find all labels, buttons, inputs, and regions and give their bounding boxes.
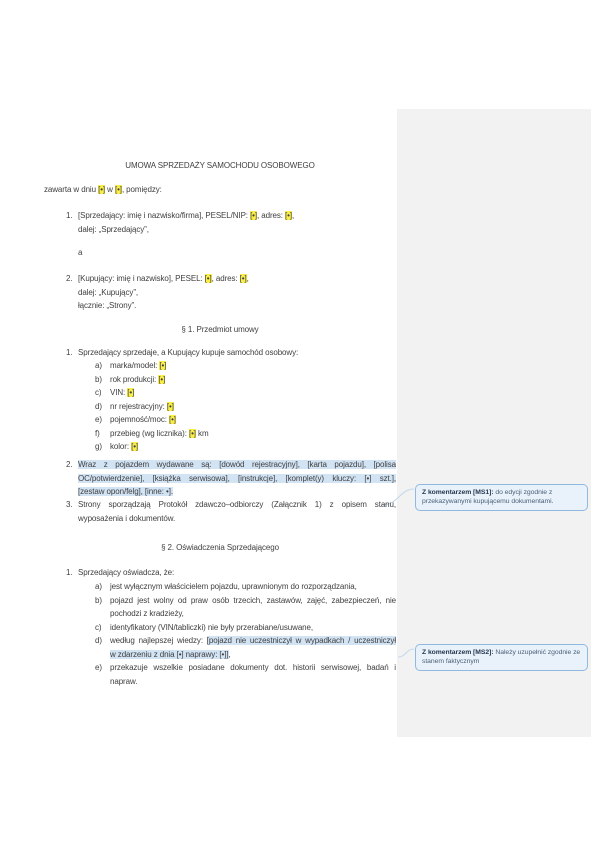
s1-item-3-number: 3.: [66, 500, 73, 509]
highlighted-segment: [•]: [285, 211, 292, 220]
comment-MS1[interactable]: [415, 484, 588, 511]
s1-sub-c: [110, 386, 396, 400]
s2-sub-e-letter: e): [95, 663, 102, 672]
text-line: [78, 472, 396, 486]
intro-paragraph: [44, 183, 396, 197]
s2-sub-b-letter: b): [95, 595, 102, 605]
highlighted-segment: [•]: [127, 388, 135, 397]
text-segment: ,: [246, 274, 249, 283]
text-segment: dalej: „Sprzedający”,: [78, 224, 149, 234]
text-line: [110, 621, 396, 635]
text-line: [78, 458, 396, 472]
s2-sub-c: [110, 621, 396, 635]
text-line: [110, 675, 396, 689]
s2-item-1: [78, 566, 396, 580]
s1-item-1: [78, 346, 396, 360]
text-segment: według najlepszej wiedzy:: [110, 636, 207, 645]
text-segment: pojazd jest wolny od praw osób trzecich, zastawów, zajęć, zabezpieczeń, nie: [110, 595, 396, 605]
party-buyer: [78, 272, 396, 313]
text-line: [78, 272, 396, 286]
s1-item-3: [78, 498, 396, 525]
text-segment: kolor:: [110, 442, 132, 451]
text-line: [78, 209, 396, 223]
text-segment: , pomiędzy:: [121, 185, 162, 194]
party-separator: [78, 246, 396, 260]
s1-sub-e-letter: e): [95, 415, 102, 424]
document-title: UMOWA SPRZEDAŻY SAMOCHODU OSOBOWEGO: [125, 161, 315, 170]
s2-sub-d-letter: d): [95, 636, 102, 645]
text-segment: Sprzedający sprzedaje, a Kupujący kupuje samochód osobowy:: [78, 348, 299, 357]
highlighted-segment: [•]: [158, 374, 166, 384]
party-2-number: 2.: [66, 274, 73, 283]
highlighted-segment: [•]: [250, 211, 258, 220]
s1-sub-a-letter: a): [95, 361, 102, 370]
s2-sub-a-letter: a): [95, 582, 102, 591]
s1-sub-d: [110, 400, 396, 414]
text-segment: łącznie: „Strony”.: [78, 301, 137, 310]
text-line: [78, 346, 396, 360]
highlighted-segment: [zestaw opon/felg], [inne: •].: [78, 487, 173, 496]
text-line: [110, 580, 396, 594]
s1-item-2-number: 2.: [66, 460, 73, 469]
text-line: [110, 648, 396, 662]
comment-MS2[interactable]: [415, 644, 588, 671]
s2-sub-c-letter: c): [95, 622, 102, 632]
text-line: [110, 607, 396, 621]
s1-item-2-commented-text[interactable]: [78, 458, 396, 499]
text-segment: ,: [228, 649, 231, 659]
comment-1-label: Z komentarzem [MS1]:: [422, 489, 494, 496]
text-segment: przebieg (wg licznika):: [110, 428, 189, 438]
text-segment: rok produkcji:: [110, 374, 159, 384]
text-segment: [Kupujący: imię i nazwisko], PESEL:: [78, 274, 205, 283]
text-line: [78, 566, 396, 580]
text-segment: napraw.: [110, 676, 138, 686]
text-line: [110, 634, 396, 648]
highlighted-segment: [•]: [239, 274, 247, 283]
text-line: [110, 661, 396, 675]
s1-sub-c-letter: c): [95, 388, 102, 397]
s1-sub-e: [110, 413, 396, 427]
text-line: [78, 498, 396, 512]
text-line: [78, 485, 396, 499]
text-segment: , adres:: [211, 274, 240, 283]
s2-sub-b: [110, 594, 396, 621]
s1-sub-a: [110, 359, 396, 373]
s1-sub-f: [110, 427, 396, 441]
s2-sub-a: [110, 580, 396, 594]
text-segment: pojemność/moc:: [110, 415, 169, 424]
text-segment: [Sprzedający: imię i nazwisko/firma], PESEL/NIP:: [78, 211, 251, 220]
text-segment: km: [195, 428, 209, 438]
text-segment: ,: [291, 211, 295, 220]
text-segment: wyposażenia i dokumentów.: [78, 513, 176, 523]
highlighted-segment: [•]: [166, 401, 174, 411]
s1-sub-g: [110, 440, 396, 454]
s1-item-1-number: 1.: [66, 348, 73, 357]
text-segment: dalej: „Kupujący”,: [78, 287, 139, 297]
s1-sub-f-letter: f): [95, 428, 100, 438]
text-segment: pochodzi z kradzieży,: [110, 609, 184, 618]
text-line: [78, 299, 396, 313]
comment-1-text: do edycji zgodnie z przekazywanymi kupującemu dokumentami.: [422, 489, 554, 506]
text-segment: w: [105, 185, 115, 194]
comments-margin-area: [397, 109, 591, 737]
s1-sub-d-letter: d): [95, 401, 102, 411]
highlighted-segment: OC/potwierdzenie], [książka serwisowa], [instrukcje], [komplet(y) kluczy: [•] szt.],: [78, 473, 396, 483]
party-seller: [78, 209, 396, 236]
highlighted-segment: [•]: [98, 185, 106, 194]
text-segment: Sprzedający oświadcza, że:: [78, 568, 175, 577]
highlighted-segment: [•]: [114, 185, 122, 194]
highlighted-segment: Wraz z pojazdem wydawane są: [dowód rejestracyjny], [karta pojazdu], [polisa: [78, 460, 396, 469]
text-segment: identyfikatory (VIN/tabliczki) nie były przerabiane/usuwane,: [110, 622, 313, 632]
s1-sub-b: [110, 373, 396, 387]
s2-sub-d-commented-text[interactable]: [110, 634, 396, 661]
highlighted-segment: [•]: [204, 274, 212, 283]
highlighted-segment: w zdarzeniu z dnia [•] naprawy: [•]]: [110, 649, 229, 659]
text-segment: VIN:: [110, 388, 128, 397]
section-1-heading: § 1. Przedmiot umowy: [181, 325, 259, 334]
section-2-heading: § 2. Oświadczenia Sprzedającego: [161, 543, 279, 552]
text-segment: zawarta w dniu: [44, 185, 99, 194]
text-segment: , adres:: [257, 211, 286, 220]
highlighted-segment: [pojazd nie uczestniczył w wypadkach / uczestniczył: [206, 636, 396, 645]
text-line: [78, 512, 396, 526]
text-segment: nr rejestracyjny:: [110, 401, 167, 411]
text-segment: Strony sporządzają Protokół zdawczo–odbiorczy (Załącznik 1) z opisem stanu,: [78, 500, 396, 509]
comment-2-label: Z komentarzem [MS2]:: [422, 649, 494, 656]
text-segment: a: [78, 248, 83, 257]
text-line: [110, 594, 396, 608]
text-segment: marka/model:: [110, 361, 160, 370]
highlighted-segment: [•]: [131, 442, 139, 451]
text-segment: jest wyłącznym właścicielem pojazdu, uprawnionym do rozporządzania,: [110, 582, 357, 591]
text-line: [78, 223, 396, 237]
highlighted-segment: [•]: [168, 415, 176, 424]
s1-sub-b-letter: b): [95, 374, 102, 384]
s1-sub-g-letter: g): [95, 442, 102, 451]
s2-sub-e: [110, 661, 396, 688]
comment-2-text: Należy uzupełnić zgodnie ze stanem faktycznym: [422, 649, 581, 666]
highlighted-segment: [•]: [188, 428, 196, 438]
highlighted-segment: [•]: [159, 361, 167, 370]
text-segment: przekazuje wszelkie posiadane dokumenty dot. historii serwisowej, badań i: [110, 663, 396, 672]
s2-item-1-number: 1.: [66, 568, 73, 577]
party-1-number: 1.: [66, 211, 73, 220]
text-line: [78, 286, 396, 300]
